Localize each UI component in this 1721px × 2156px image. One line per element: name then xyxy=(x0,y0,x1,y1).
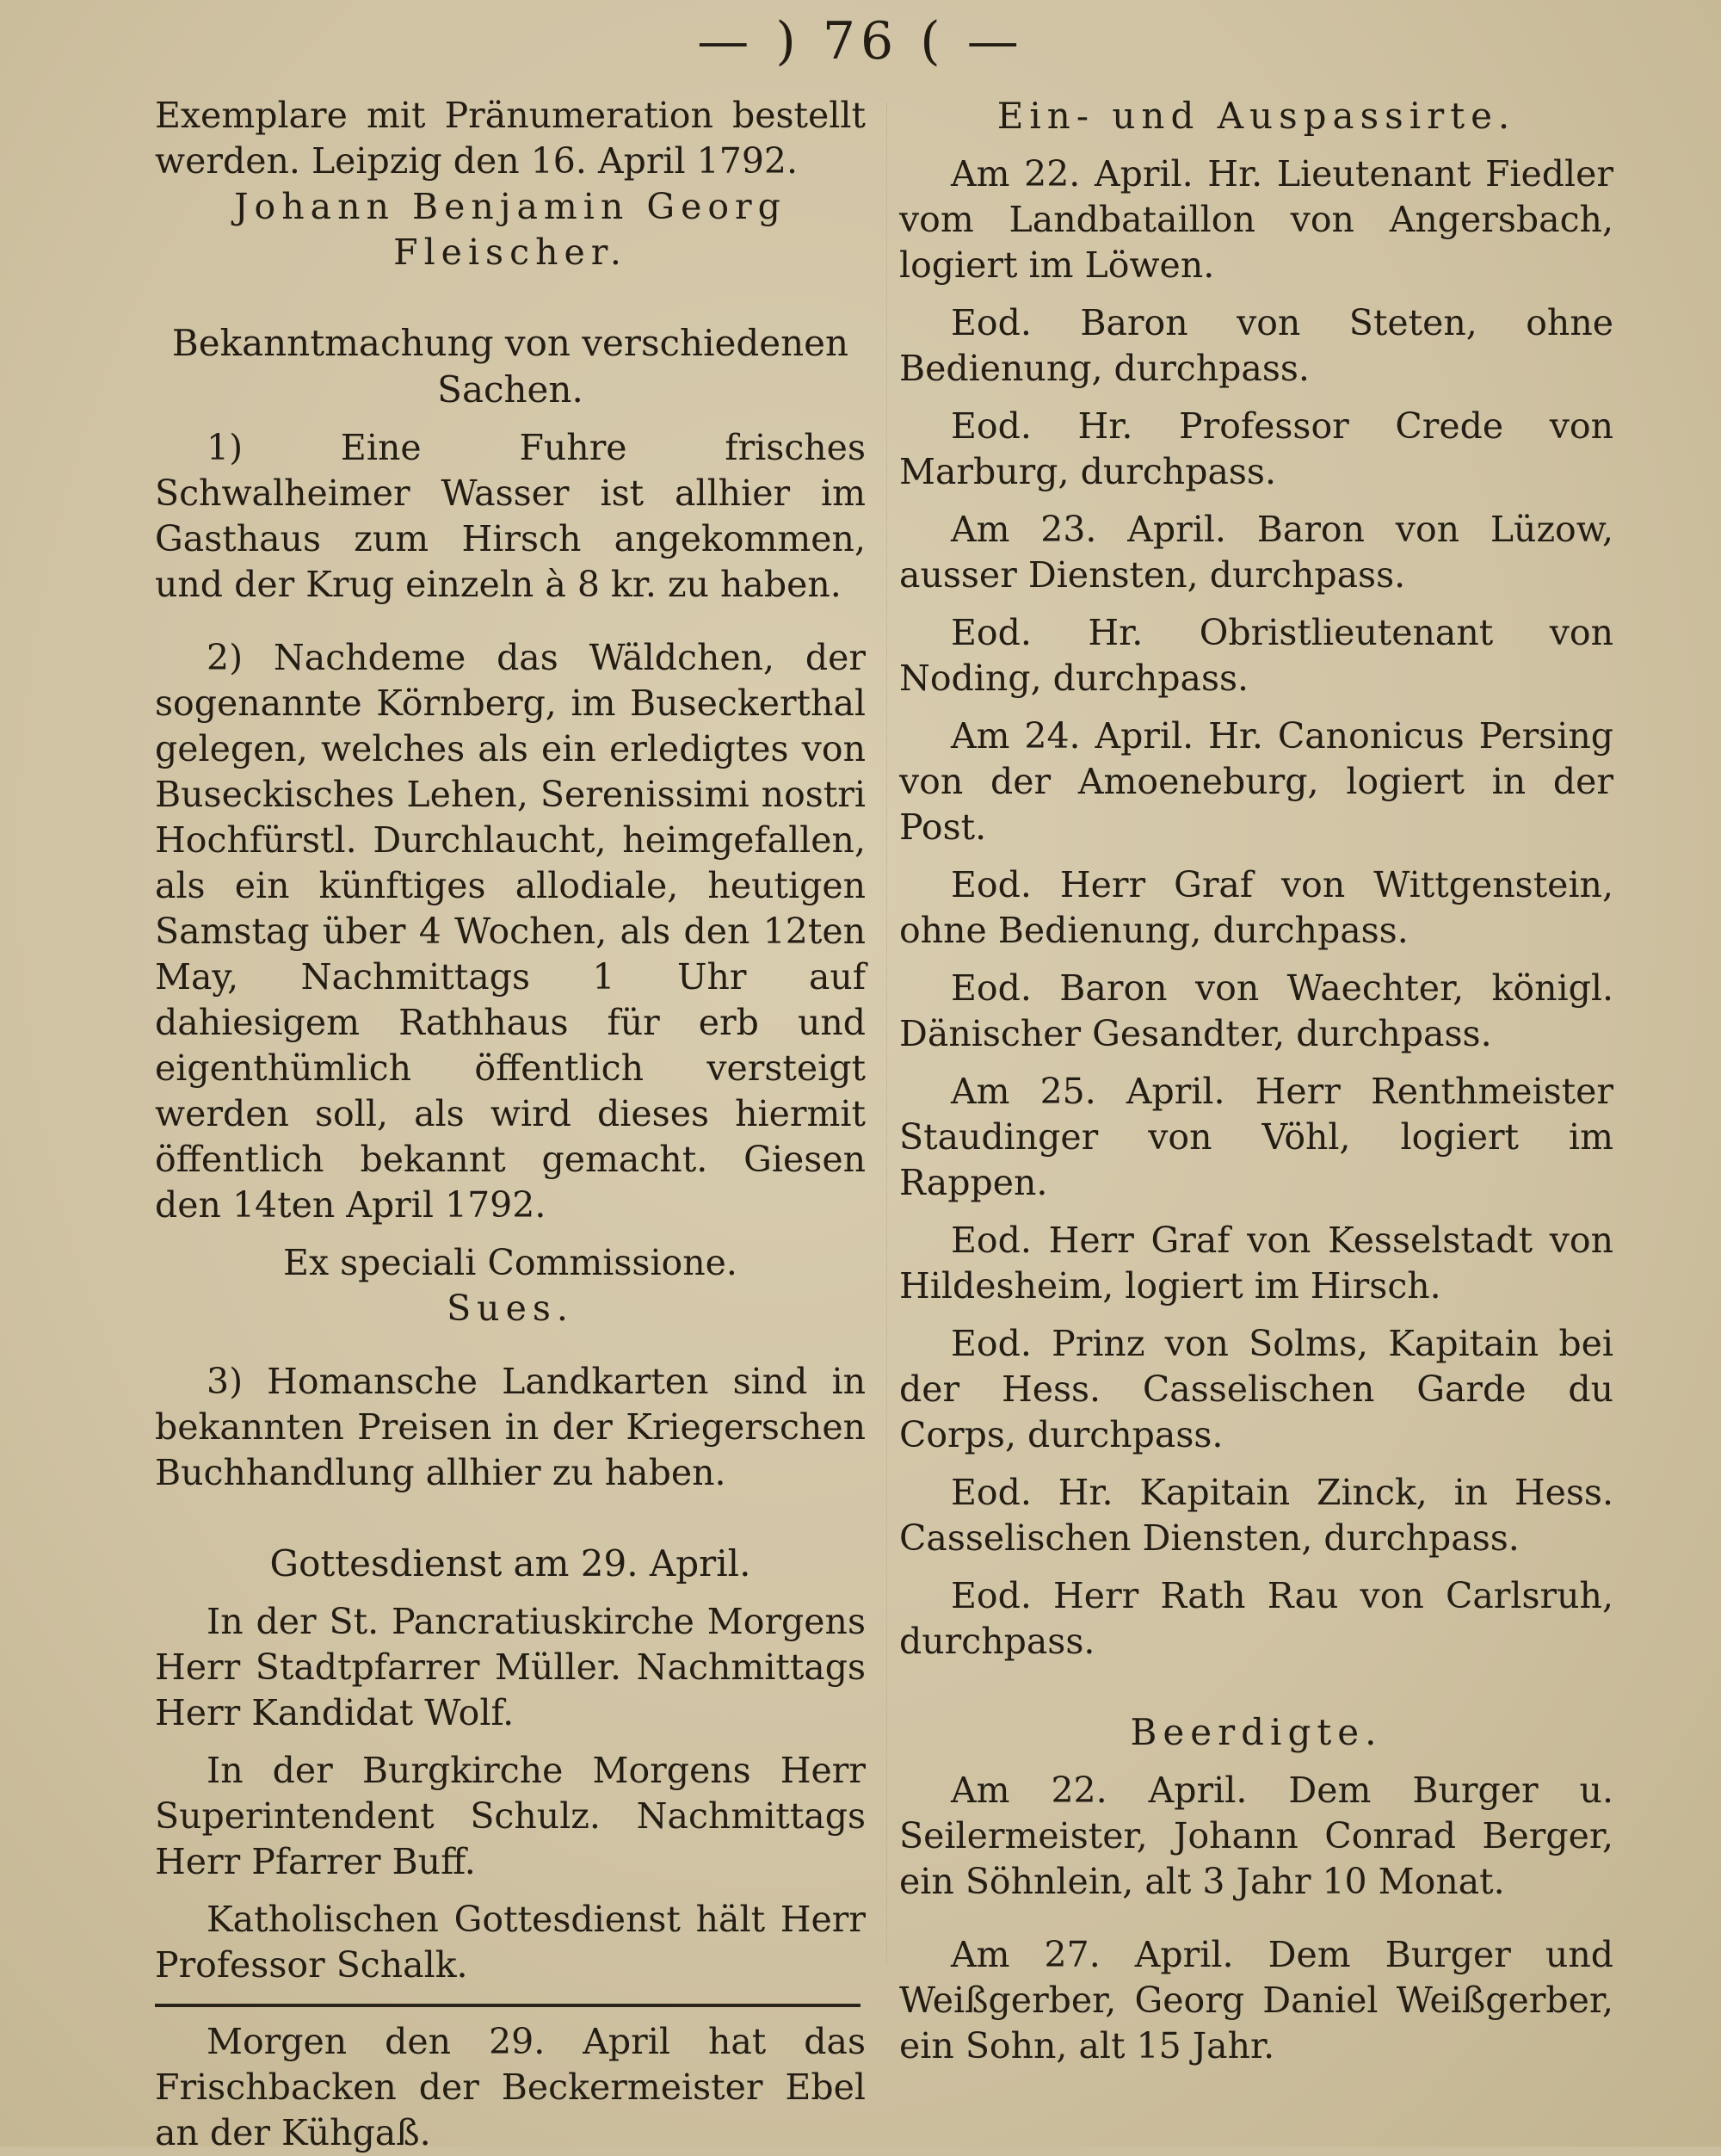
service-item: Katholischen Gottesdienst hält Herr Professor Schalk. xyxy=(155,1899,866,1986)
intro-paragraph: Exemplare mit Pränumeration bestellt werden. Leipzig den 16. April 1792. xyxy=(155,95,866,182)
traveler-entry: Eod. Hr. Obristlieutenant von Noding, durchpass. xyxy=(899,612,1613,699)
bakery-notice: Morgen den 29. April hat das Frischbacken der Beckermeister Ebel an der Kühgaß. xyxy=(155,2021,866,2153)
traveler-entry: Eod. Hr. Professor Crede von Marburg, durchpass. xyxy=(899,405,1613,492)
burial-entry: Am 22. April. Dem Burger u. Seilermeister, Johann Conrad Berger, ein Söhnlein, alt 3 Jahr 10 Monat. xyxy=(899,1770,1613,1902)
right-column xyxy=(899,93,1613,2069)
horizontal-rule xyxy=(155,2004,860,2007)
announcements-heading: Bekanntmachung von verschiedenen Sachen. xyxy=(171,322,849,411)
traveler-entry: Eod. Baron von Waechter, königl. Dänischer Gesandter, durchpass. xyxy=(899,967,1613,1054)
service-item: In der Burgkirche Morgens Herr Superintendent Schulz. Nachmittags Herr Pfarrer Buff. xyxy=(155,1750,866,1882)
traveler-entry: Am 22. April. Hr. Lieutenant Fiedler vom Landbataillon von Angersbach, logiert im Löwen. xyxy=(899,153,1613,286)
traveler-entry: Am 23. April. Baron von Lüzow, ausser Diensten, durchpass. xyxy=(899,509,1613,596)
traveler-entry: Eod. Herr Graf von Wittgenstein, ohne Bedienung, durchpass. xyxy=(899,864,1613,951)
traveler-entry: Eod. Herr Graf von Kesselstadt von Hildesheim, logiert im Hirsch. xyxy=(899,1220,1613,1307)
announcement-item-1: 1) Eine Fuhre frisches Schwalheimer Wasser ist allhier im Gasthaus zum Hirsch angekommen, und der Krug einzeln à 8 kr. zu haben. xyxy=(155,427,866,605)
service-heading: Gottesdienst am 29. April. xyxy=(269,1542,751,1585)
announcement-item-2: 2) Nachdeme das Wäldchen, der sogenannte Körnberg, im Buseckerthal gelegen, welches als ein erledigtes von Buseckisches Lehen, Serenissimi nostri Hochfürstl. Durchlaucht, heimgefallen, als ein künftiges allodiale, heutigen Samstag über 4 Wochen, als den 12ten May, Nachmittags 1 Uhr auf dahiesigem Rathhaus für erb und eigenthümlich öffentlich versteigt werden soll, als wird dieses hiermit öffentlich bekannt gemacht. Giesen den 14ten April 1792. xyxy=(155,637,866,1226)
burials-heading: Beerdigte. xyxy=(1130,1711,1383,1753)
traveler-entry: Eod. Herr Rath Rau von Carlsruh, durchpass. xyxy=(899,1575,1613,1662)
service-item: In der St. Pancratiuskirche Morgens Herr Stadtpfarrer Müller. Nachmittags Herr Kandidat Wolf. xyxy=(155,1601,866,1733)
commission-label: Ex speciali Commissione. xyxy=(283,1242,737,1283)
traveler-entry: Eod. Hr. Kapitain Zinck, in Hess. Casselischen Diensten, durchpass. xyxy=(899,1472,1613,1559)
traveler-entry: Am 25. April. Herr Renthmeister Staudinger von Vöhl, logiert im Rappen. xyxy=(899,1071,1613,1203)
burial-entry: Am 27. April. Dem Burger und Weißgerber, Georg Daniel Weißgerber, ein Sohn, alt 15 Jahr. xyxy=(899,1934,1613,2066)
page-number: — ) 76 ( — xyxy=(697,11,1024,71)
commission-name: Sues. xyxy=(447,1288,574,1329)
signature: Johann Benjamin Georg Fleischer. xyxy=(234,186,786,273)
column-divider xyxy=(886,103,887,1962)
announcement-item-3: 3) Homansche Landkarten sind in bekannten Preisen in der Kriegerschen Buchhandlung allhier zu haben. xyxy=(155,1361,866,1493)
travelers-heading: Ein- und Auspassirte. xyxy=(996,95,1516,137)
traveler-entry: Eod. Baron von Steten, ohne Bedienung, durchpass. xyxy=(899,302,1613,389)
traveler-entry: Am 24. April. Hr. Canonicus Persing von der Amoeneburg, logiert in der Post. xyxy=(899,715,1613,848)
traveler-entry: Eod. Prinz von Solms, Kapitain bei der Hess. Casselischen Garde du Corps, durchpass. xyxy=(899,1323,1613,1455)
left-column xyxy=(155,93,866,2156)
